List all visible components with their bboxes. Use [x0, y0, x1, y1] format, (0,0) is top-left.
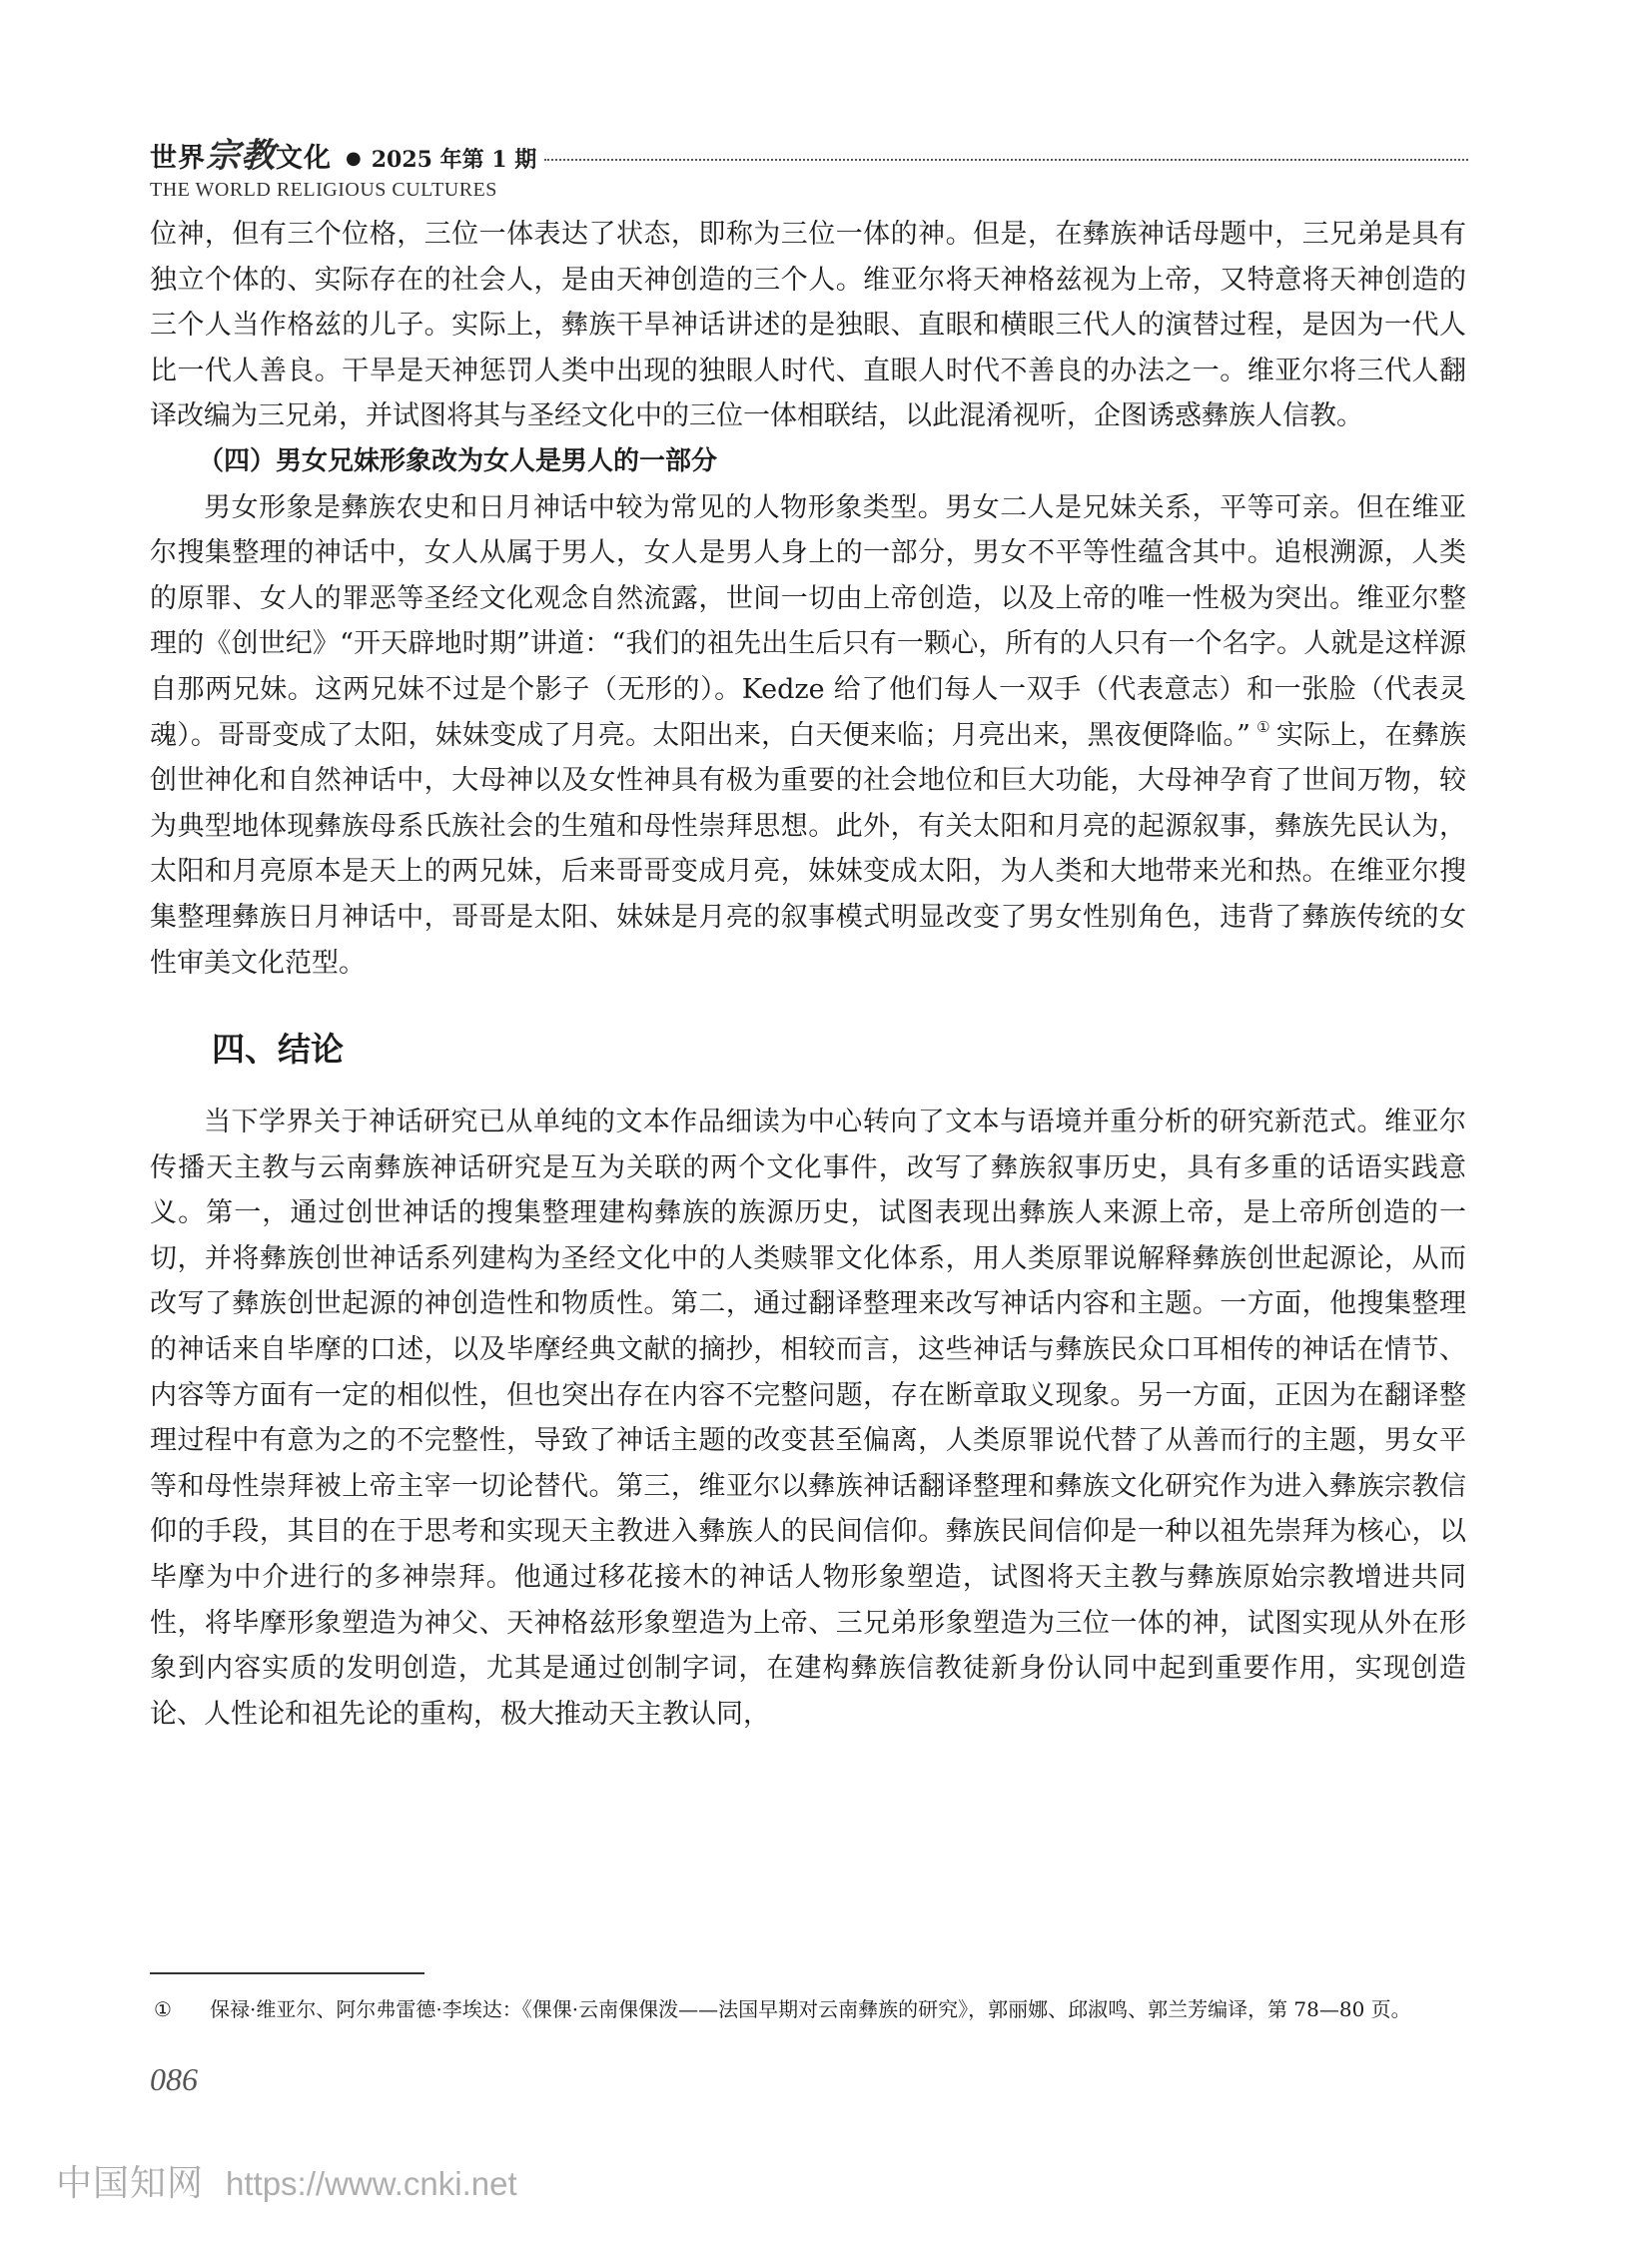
journal-name-part: 世界 — [150, 143, 206, 174]
paragraph: 位神，但有三个位格，三位一体表达了状态，即称为三位一体的神。但是，在彝族神话母题中，三兄弟是具有独立个体的、实际存在的社会人，是由天神创造的三个人。维亚尔将天神格兹视为上帝，又特意将天神创造的三个人当作格兹的儿子。实际上，彝族干旱神话讲述的是独眼、直眼和横眼三代人的演替过程，是因为一代人比一代人善良。干旱是天神惩罚人类中出现的独眼人时代、直眼人时代不善良的办法之一。维亚尔将三代人翻译改编为三兄弟，并试图将其与圣经文化中的三位一体相联结，以此混淆视听，企图诱惑彝族人信教。 — [150, 219, 1466, 432]
journal-name-cn — [150, 128, 332, 177]
footnote-text: 保禄·维亚尔、阿尔弗雷德·李埃达：《倮倮·云南倮倮泼——法国早期对云南彝族的研究》，郭丽娜、邱淑鸣、郭兰芳编译，第 78—80 页。 — [210, 1997, 1411, 2021]
footnote-reference[interactable]: ① — [1255, 717, 1270, 736]
issue-label: 2025 年第 1 期 — [371, 147, 537, 173]
page-number: 086 — [150, 2061, 198, 2097]
paragraph: 当下学界关于神话研究已从单纯的文本作品细读为中心转向了文本与语境并重分析的研究新范式。维亚尔传播天主教与云南彝族神话研究是互为关联的两个文化事件，改写了彝族叙事历史，具有多重的话语实践意义。第一，通过创世神话的搜集整理建构彝族的族源历史，试图表现出彝族人来源上帝，是上帝所创造的一切，并将彝族创世神话系列建构为圣经文化中的人类赎罪文化体系，用人类原罪说解释彝族创世起源论，从而改写了彝族创世起源的神创造性和物质性。第二，通过翻译整理来改写神话内容和主题。一方面，他搜集整理的神话来自毕摩的口述，以及毕摩经典文献的摘抄，相较而言，这些神话与彝族民众口耳相传的神话在情节、内容等方面有一定的相似性，但也突出存在内容不完整问题，存在断章取义现象。另一方面，正因为在翻译整理过程中有意为之的不完整性，导致了神话主题的改变甚至偏离，人类原罪说代替了从善而行的主题，男女平等和母性崇拜被上帝主宰一切论替代。第三，维亚尔以彝族神话翻译整理和彝族文化研究作为进入彝族宗教信仰的手段，其目的在于思考和实现天主教进入彝族人的民间信仰。彝族民间信仰是一种以祖先崇拜为核心，以毕摩为中介进行的多神崇拜。他通过移花接木的神话人物形象塑造，试图将天主教与彝族原始宗教增进共同性，将毕摩形象塑造为神父、天神格兹形象塑造为上帝、三兄弟形象塑造为三位一体的神，试图实现从外在形象到内容实质的发明创造，尤其是通过创制字词，在建构彝族信教徒新身份认同中起到重要作用，实现创造论、人性论和祖先论的重构，极大推动天主教认同， — [150, 1107, 1466, 1730]
header-leader-dots — [544, 159, 1468, 161]
paragraph-text: 男女形象是彝族农史和日月神话中较为常见的人物形象类型。男女二人是兄妹关系，平等可亲。但在维亚尔搜集整理的神话中，女人从属于男人，女人是男人身上的一部分，男女不平等性蕴含其中。追根溯源，人类的原罪、女人的罪恶等圣经文化观念自然流露，世间一切由上帝创造，以及上帝的唯一性极为突出。维亚尔整理的《创世纪》“开天辟地时期”讲道：“我们的祖先出生后只有一颗心，所有的人只有一个名字。人就是这样源自那两兄妹。这两兄妹不过是个影子（无形的）。Kedze 给了他们每人一双手（代表意志）和一张脸（代表灵魂）。哥哥变成了太阳，妹妹变成了月亮。太阳出来，白天便来临；月亮出来，黑夜便降临。” — [150, 491, 1466, 751]
cnki-logo: 中国知网 — [56, 2163, 205, 2204]
footnote-mark: ① — [154, 1997, 172, 2021]
section-heading: 四、结论 — [212, 1030, 344, 1070]
journal-title-line — [150, 128, 1468, 177]
cnki-watermark — [56, 2155, 517, 2206]
article-body — [150, 212, 1466, 1737]
paragraph — [150, 485, 1466, 987]
paragraph-text: 实际上，在彝族创世神化和自然神话中，大母神以及女性神具有极为重要的社会地位和巨大功能，大母神孕育了世间万物，较为典型地体现彝族母系氏族社会的生殖和母性崇拜思想。此外，有关太阳和月亮的起源叙事，彝族先民认为，太阳和月亮原本是天上的两兄妹，后来哥哥变成月亮，妹妹变成太阳，为人类和大地带来光和热。在维亚尔搜集整理彝族日月神话中，哥哥是太阳、妹妹是月亮的叙事模式明显改变了男女性别角色，违背了彝族传统的女性审美文化范型。 — [150, 719, 1467, 979]
running-header — [150, 128, 1468, 201]
journal-name-en: THE WORLD RELIGIOUS CULTURES — [150, 179, 497, 201]
bullet-icon: ● — [346, 148, 362, 169]
subsection-heading: （四）男女兄妹形象改为女人是男人的一部分 — [198, 445, 718, 476]
journal-name-calligraphy: 宗教 — [206, 136, 276, 176]
cnki-url[interactable]: https://www.cnki.net — [226, 2165, 517, 2202]
footnote-divider — [150, 1972, 424, 1974]
journal-name-part: 文化 — [276, 143, 332, 174]
footnote — [150, 1992, 1466, 2026]
